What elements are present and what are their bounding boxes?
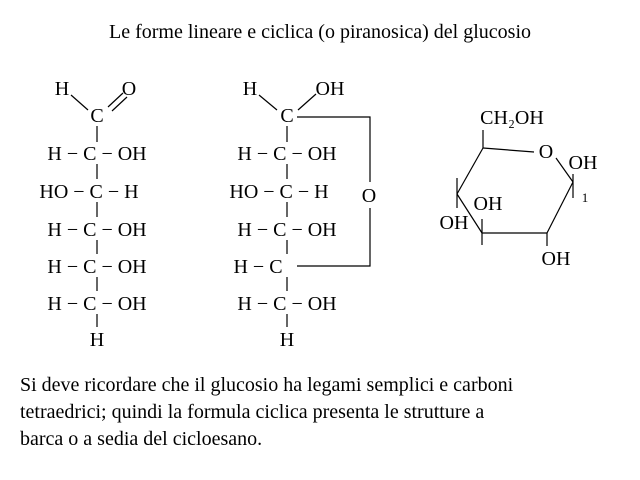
ch2oh-group: CH₂OH (480, 107, 544, 129)
linear-double-bond-b (112, 97, 127, 111)
linear-c1: C (90, 105, 104, 127)
hemiacetal-form (229, 78, 376, 351)
linear-row-c6: H − C − OH (47, 293, 147, 315)
hemiacetal-c1: C (280, 105, 294, 127)
explanation-line: tetraedrici; quindi la formula ciclica presenta le strutture a (20, 401, 485, 423)
hemiacetal-top-oh: OH (315, 78, 345, 100)
carbon-number-label: 1 (581, 190, 589, 205)
ring-oxygen: O (538, 141, 554, 163)
c1-oh: OH (568, 152, 598, 174)
linear-bottom-h: H (89, 329, 105, 351)
c3-oh-label: OH (473, 193, 503, 215)
explanation-line: barca o a sedia del cicloesano. (20, 428, 263, 450)
slide-title: Le forme lineare e ciclica (o piranosica) del glucosio (108, 21, 532, 43)
hemiacetal-row-c5: H − C (233, 256, 283, 278)
ring-bond-c4-c5 (457, 148, 483, 194)
explanation-line: Si deve ricordare che il glucosio ha legami semplici e carboni (20, 374, 514, 396)
ring-bond-c1-c2 (547, 182, 573, 233)
hemiacetal-row-c2: H − C − OH (237, 143, 337, 165)
linear-h-bond (71, 95, 88, 110)
linear-row-c2: H − C − OH (47, 143, 147, 165)
c4-oh-label: OH (439, 212, 469, 234)
linear-row-c3: HO − C − H (39, 181, 139, 203)
linear-row-c5: H − C − OH (47, 256, 147, 278)
hemiacetal-oh-bond (298, 94, 316, 110)
hemiacetal-row-c4: H − C − OH (237, 219, 337, 241)
linear-top-o: O (121, 78, 137, 100)
linear-top-h: H (54, 78, 70, 100)
hemiacetal-row-c3: HO − C − H (229, 181, 329, 203)
hemiacetal-h-bond (259, 95, 277, 110)
linear-row-c4: H − C − OH (47, 219, 147, 241)
c2-oh-label: OH (541, 248, 571, 270)
hemiacetal-row-c6: H − C − OH (237, 293, 337, 315)
hemiacetal-bottom-h: H (279, 329, 295, 351)
linear-double-bond-a (108, 93, 123, 107)
hemiacetal-ring-oxygen: O (361, 185, 377, 207)
explanation-paragraph (20, 372, 625, 453)
hemiacetal-top-h: H (242, 78, 258, 100)
linear-form (39, 78, 146, 351)
ring-bond-c5-o (483, 148, 534, 152)
haworth-form (440, 107, 598, 270)
